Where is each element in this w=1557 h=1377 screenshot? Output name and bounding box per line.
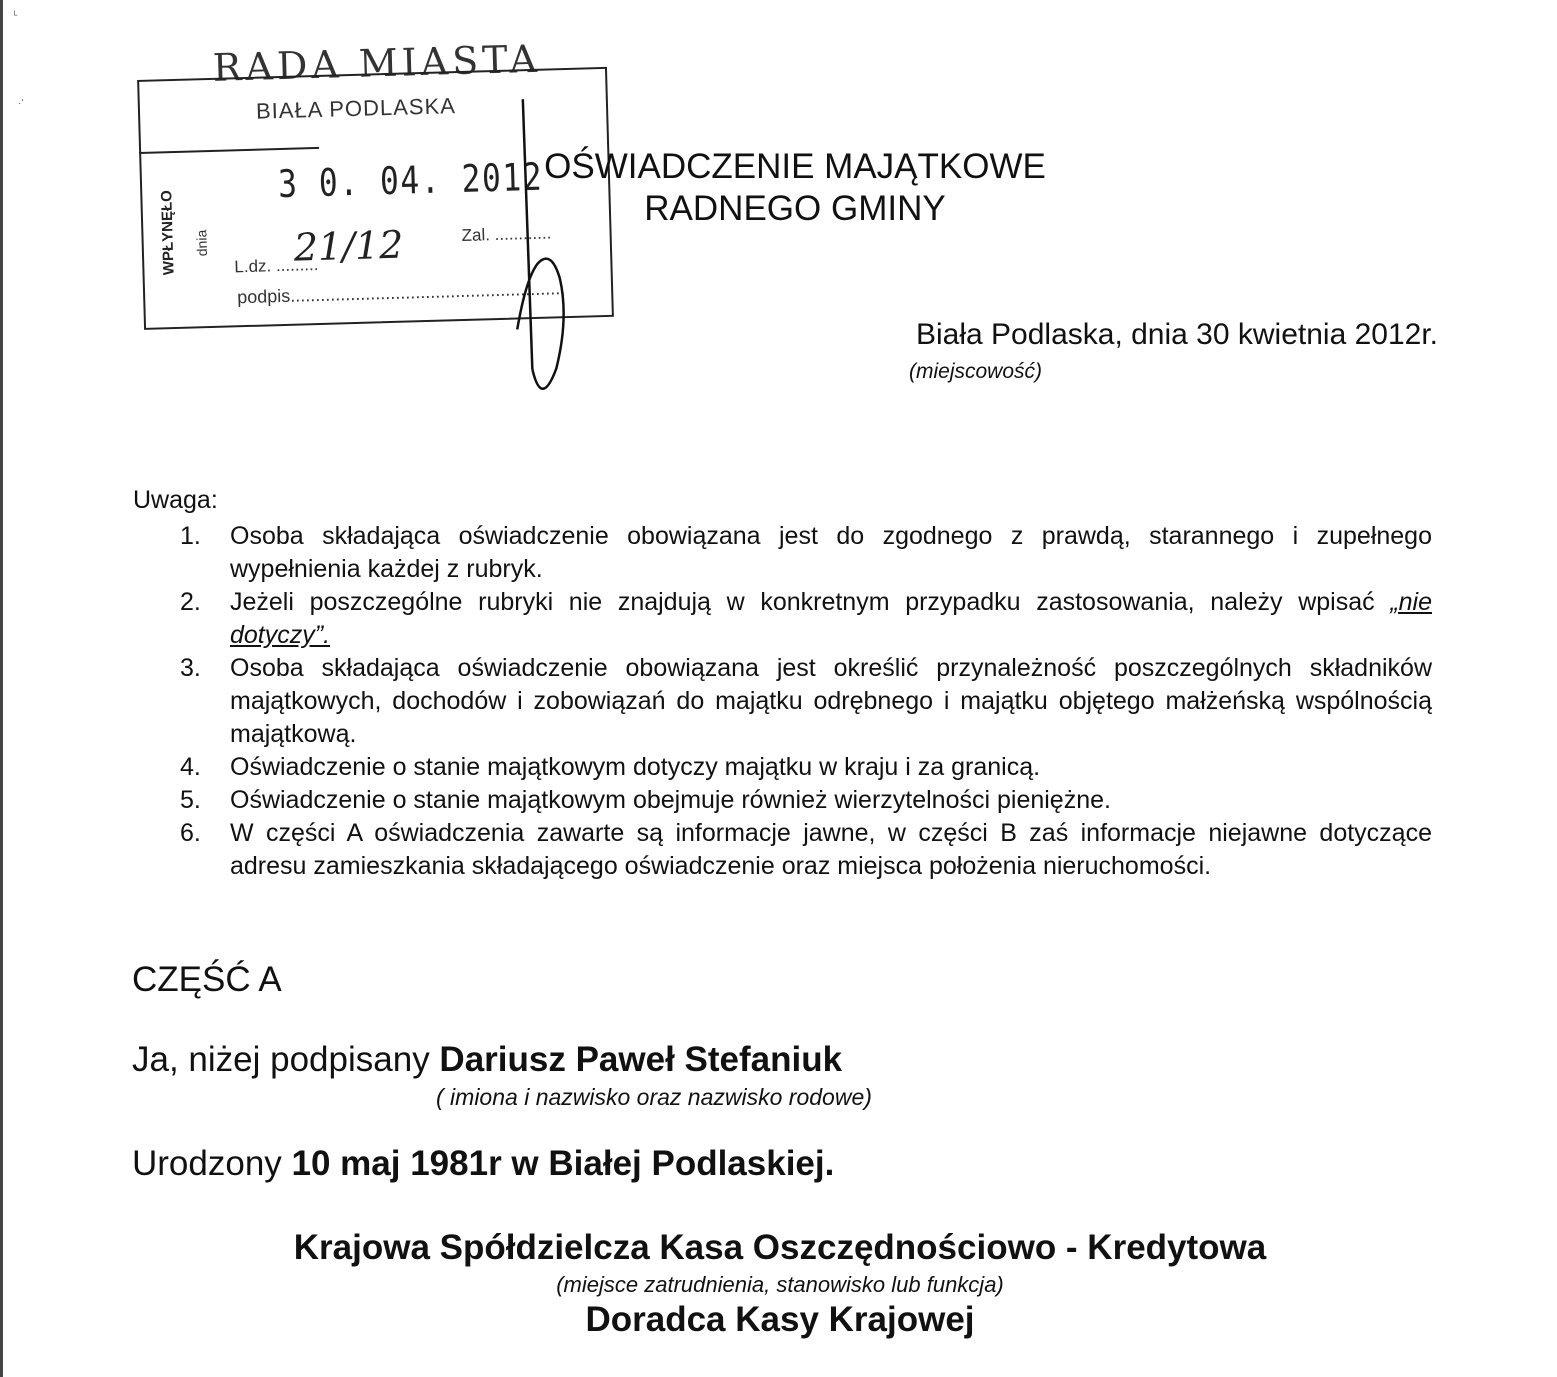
part-a-heading: CZĘŚĆ A	[132, 960, 282, 999]
declarant-prefix: Ja, niżej podpisany	[132, 1040, 440, 1079]
note-item	[160, 784, 1432, 817]
stamp-zal-label: Zal. ............	[461, 223, 552, 245]
stamp-received-label: WPŁYNĘŁO	[158, 189, 178, 276]
stamp-date: 3 0. 04. 2012	[277, 154, 544, 207]
stamp-ldz-label: L.dz. .........	[234, 254, 319, 277]
note-number: 6.	[180, 819, 201, 847]
place-hint: (miejscowość)	[909, 360, 1043, 383]
note-item	[160, 817, 1432, 883]
note-item	[160, 586, 1432, 652]
stamp-office: RADA MIASTA	[212, 36, 542, 90]
declarant-line	[132, 1040, 842, 1080]
note-text: Jeżeli poszczególne rubryki nie znajdują w konkretnym przypadku zastosowania, należy wpisać	[230, 588, 1375, 616]
note-text: Oświadczenie o stanie majątkowym dotyczy majątku w kraju i za granicą.	[230, 753, 1041, 781]
document-title	[500, 146, 1090, 230]
place-and-date: Biała Podlaska, dnia 30 kwietnia 2012r.	[915, 318, 1438, 351]
title-line-1: OŚWIADCZENIE MAJĄTKOWE	[544, 147, 1046, 186]
note-number: 1.	[180, 522, 201, 550]
declarant-hint: ( imiona i nazwisko oraz nazwisko rodowe)	[436, 1084, 872, 1110]
note-italic-phrase: „nie dotyczy”.	[230, 588, 1432, 649]
birth-value: 10 maj 1981r w Białej Podlaskiej.	[291, 1144, 835, 1183]
employer: Krajowa Spółdzielcza Kasa Oszczędnościowo - Kredytowa	[293, 1228, 1267, 1267]
note-text: Osoba składająca oświadczenie obowiązana jest określić przynależność poszczególnych składników majątkowych, dochodów i zobowiązań do majątku odrębnego i majątku objętego małżeńską wspólnością majątkową.	[230, 654, 1432, 748]
note-item	[160, 520, 1432, 586]
birth-line	[132, 1144, 834, 1184]
note-text: Oświadczenie o stanie majątkowym obejmuje również wierzytelności pieniężne.	[230, 786, 1111, 814]
notes-list	[160, 520, 1432, 883]
note-number: 5.	[180, 786, 201, 814]
scan-speck: ·'	[18, 98, 24, 109]
note-number: 4.	[180, 753, 201, 781]
scan-speck: ᴸ	[14, 10, 18, 21]
scan-left-edge	[0, 0, 3, 1377]
title-line-2: RADNEGO GMINY	[644, 189, 946, 228]
notes-heading: Uwaga:	[133, 486, 218, 514]
note-number: 2.	[180, 588, 201, 616]
employer-hint: (miejsce zatrudnienia, stanowisko lub funkcja)	[556, 1272, 1004, 1297]
note-text: Osoba składająca oświadczenie obowiązana jest do zgodnego z prawdą, starannego i zupełnego wypełnienia każdej z rubryk.	[230, 522, 1432, 583]
birth-prefix: Urodzony	[132, 1144, 292, 1183]
note-item	[160, 652, 1432, 751]
declarant-name: Dariusz Paweł Stefaniuk	[439, 1040, 843, 1079]
stamp-ldz-value: 21/12	[293, 222, 404, 270]
handwritten-signature	[492, 67, 612, 420]
note-item	[160, 751, 1432, 784]
note-number: 3.	[180, 654, 201, 682]
stamp-city: BIAŁA PODLASKA	[255, 93, 457, 124]
job-position: Doradca Kasy Krajowej	[585, 1300, 975, 1339]
note-text: W części A oświadczenia zawarte są informacje jawne, w części B zaś informacje niejawne dotyczące adresu zamieszkania składającego oświadczenie oraz miejsca położenia nieruchomości.	[230, 819, 1432, 880]
stamp-signature-label: podpis.......................................................	[236, 278, 566, 308]
stamp-day-label: dnia	[193, 229, 211, 257]
